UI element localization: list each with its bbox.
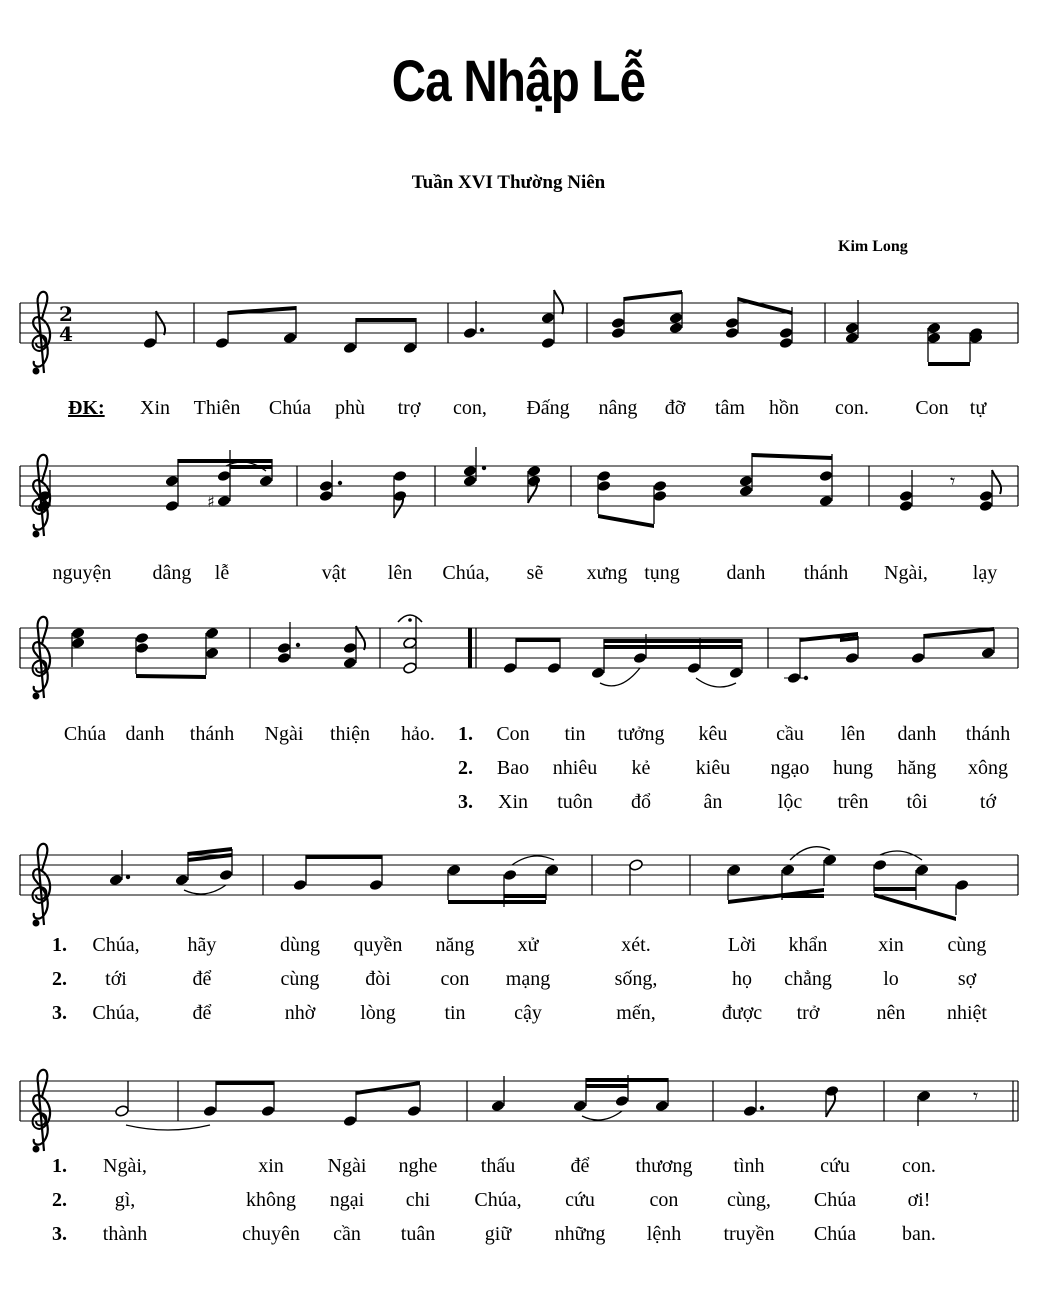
lyric-word: quyền — [353, 934, 403, 956]
lyric-word: danh — [897, 723, 937, 745]
note-head — [205, 647, 220, 660]
lyric-word: Ngài — [327, 1155, 367, 1177]
lyric-word: Chúa — [268, 397, 312, 419]
sharp-icon: ♯ — [207, 492, 215, 511]
lyric-word: truyền — [723, 1223, 775, 1245]
lyric-word: xông — [968, 757, 1008, 779]
lyric-word: tuôn — [557, 791, 593, 813]
lyric-word: Bao — [496, 757, 530, 779]
note-head — [491, 1100, 506, 1113]
lyric-word: ơi! — [907, 1189, 931, 1211]
note-head — [573, 1100, 588, 1113]
note-head — [403, 342, 418, 355]
lyric-word: cùng — [280, 968, 320, 990]
lyric-word: cùng — [947, 934, 987, 956]
slur — [512, 856, 554, 865]
lyric-word: xưng — [586, 562, 628, 584]
slur — [184, 885, 226, 894]
note-head — [899, 490, 914, 503]
note-head — [781, 864, 796, 877]
note-head — [343, 1115, 358, 1128]
slur — [790, 847, 830, 860]
lyric-word: mến, — [616, 1002, 656, 1024]
lyric-word: trên — [837, 791, 869, 813]
composer-name: Kim Long — [838, 238, 908, 255]
note-head — [819, 495, 834, 508]
lyric-word: Ngài, — [103, 1155, 147, 1177]
augmentation-dot — [126, 875, 130, 879]
time-signature-bottom: 4 — [59, 322, 73, 346]
note-head — [217, 495, 232, 508]
note-head — [407, 1105, 422, 1118]
lyric-word: chuyên — [242, 1223, 300, 1245]
note-head — [597, 480, 612, 493]
note-head — [447, 864, 462, 877]
note-beam — [752, 453, 832, 460]
lyric-word: con, — [453, 397, 487, 419]
note-head — [911, 652, 926, 665]
verse-number: 3. — [52, 1223, 67, 1245]
lyric-word: tin — [564, 723, 586, 745]
lyric-word: lo — [883, 968, 899, 990]
note-head — [259, 475, 274, 488]
verse-number: 1. — [458, 723, 473, 745]
note-head — [669, 322, 684, 335]
lyric-word: gì, — [114, 1189, 136, 1211]
lyric-word: dùng — [280, 934, 320, 956]
verse-number: 2. — [52, 1189, 67, 1211]
lyric-word: Con — [496, 723, 530, 745]
lyric-word: con. — [835, 397, 869, 419]
note-head — [779, 327, 794, 340]
lyric-word: danh — [125, 723, 165, 745]
lyric-word: kêu — [698, 723, 728, 745]
lyric-word: không — [246, 1189, 296, 1211]
lyric-word: Chúa — [63, 723, 107, 745]
note-head — [293, 879, 308, 892]
lyric-word: mạng — [505, 968, 551, 990]
lyric-word: tưởng — [617, 723, 665, 745]
note-head — [653, 480, 668, 493]
note-head — [319, 490, 334, 503]
note-head — [615, 1095, 630, 1108]
lyric-word: Chúa, — [92, 1002, 140, 1024]
verse-number: 2. — [52, 968, 67, 990]
note-head — [633, 652, 648, 665]
note-head — [915, 864, 930, 877]
lyric-word: vật — [321, 562, 347, 584]
note-head — [205, 627, 220, 640]
note-beam — [356, 318, 416, 322]
note-head — [687, 662, 702, 675]
note-beam — [924, 627, 994, 638]
note-head — [463, 327, 478, 340]
note-head — [545, 864, 560, 877]
lyric-word: cứu — [565, 1189, 595, 1211]
note-head — [917, 1090, 932, 1103]
note-head — [503, 662, 518, 675]
lyric-word: nâng — [598, 397, 638, 419]
lyric-word: nghe — [398, 1155, 438, 1177]
lyric-word: cùng, — [727, 1189, 771, 1211]
note-head — [819, 470, 834, 483]
lyric-word: hãy — [187, 934, 217, 956]
note-head — [725, 327, 740, 340]
note-head — [463, 475, 478, 488]
note-head — [165, 475, 180, 488]
note-head — [979, 500, 994, 513]
augmentation-dot — [804, 676, 808, 680]
note-beam — [178, 459, 272, 463]
lyric-word: tụng — [644, 562, 680, 584]
lyric-word: chẳng — [784, 968, 832, 990]
lyric-word: thấu — [480, 1155, 516, 1177]
note-beam — [136, 674, 206, 679]
note-head — [873, 859, 888, 872]
note-head — [845, 322, 860, 335]
augmentation-dot — [760, 1106, 764, 1110]
note-head — [655, 1100, 670, 1113]
lyric-word: dâng — [152, 562, 192, 584]
note-head — [165, 500, 180, 513]
lyric-word: Chúa, — [474, 1189, 522, 1211]
note-head — [981, 647, 996, 660]
note-beam — [586, 1078, 668, 1082]
note-head — [283, 332, 298, 345]
note-flag — [992, 470, 1001, 494]
lyric-word: thánh — [965, 723, 1011, 745]
note-head — [527, 465, 542, 478]
lyric-word: đòi — [365, 968, 391, 990]
note-beam — [504, 894, 546, 898]
note-head — [403, 662, 418, 675]
note-head — [541, 337, 556, 350]
lyric-word: xin — [258, 1155, 284, 1177]
eighth-rest-icon: 𝄾 — [973, 1084, 979, 1108]
lyric-word: để — [570, 1155, 590, 1177]
lyric-word: khẩn — [788, 934, 828, 956]
song-subtitle: Tuần XVI Thường Niên — [411, 172, 606, 193]
note-flag — [554, 290, 563, 314]
note-head — [219, 869, 234, 882]
note-head — [899, 500, 914, 513]
note-head — [261, 1105, 276, 1118]
note-head — [403, 637, 418, 650]
augmentation-dot — [338, 481, 342, 485]
note-head — [725, 317, 740, 330]
lyric-word: Chúa, — [442, 562, 490, 584]
lyric-word: tuân — [400, 1223, 436, 1245]
lyric-word: sống, — [614, 968, 658, 990]
fermata-dot — [408, 618, 412, 622]
augmentation-dot — [482, 466, 486, 470]
note-head — [979, 490, 994, 503]
lyric-word: thương — [635, 1155, 693, 1177]
lyric-word: hăng — [897, 757, 937, 779]
slur — [696, 678, 736, 687]
note-head — [503, 869, 518, 882]
augmentation-dot — [480, 328, 484, 332]
note-beam — [586, 1084, 628, 1088]
note-head — [115, 1105, 130, 1118]
lyric-word: lòng — [360, 1002, 396, 1024]
note-beam — [230, 465, 272, 469]
lyric-word: nguyện — [52, 562, 112, 584]
note-beam — [782, 894, 824, 898]
note-head — [217, 470, 232, 483]
lyric-word: hung — [833, 757, 873, 779]
note-head — [547, 662, 562, 675]
note-head — [319, 480, 334, 493]
lyric-word: trợ — [397, 397, 421, 419]
lyric-word: thành — [102, 1223, 148, 1245]
lyric-word: con. — [902, 1155, 936, 1177]
lyric-word: để — [192, 968, 212, 990]
lyric-word: tới — [105, 968, 127, 990]
note-head — [629, 859, 644, 872]
note-head — [743, 1105, 758, 1118]
lyric-word: hồn — [769, 397, 799, 419]
lyric-word: sẽ — [526, 562, 544, 584]
note-beam — [874, 887, 916, 891]
lyric-word: thánh — [803, 562, 849, 584]
verse-number: 1. — [52, 934, 67, 956]
note-head — [203, 1105, 218, 1118]
lyric-word: Chúa — [813, 1189, 857, 1211]
lyric-word: nhờ — [284, 1002, 316, 1024]
note-head — [927, 322, 942, 335]
note-head — [845, 332, 860, 345]
note-head — [215, 337, 230, 350]
note-head — [591, 667, 606, 680]
note-beam — [356, 1081, 420, 1095]
note-head — [739, 485, 754, 498]
note-head — [277, 642, 292, 655]
note-head — [845, 652, 860, 665]
lyric-word: lệnh — [646, 1223, 682, 1245]
note-head — [669, 312, 684, 325]
note-head — [779, 337, 794, 350]
lyric-word: nhiêu — [552, 757, 598, 779]
note-head — [71, 637, 86, 650]
note-head — [927, 332, 942, 345]
lyric-word: kiêu — [695, 757, 731, 779]
lyric-word: giữ — [484, 1223, 512, 1245]
note-head — [343, 342, 358, 355]
verse-number: 3. — [52, 1002, 67, 1024]
note-beam — [874, 893, 956, 921]
note-beam — [604, 639, 742, 643]
time-signature-top: 2 — [59, 302, 73, 326]
lyric-word: được — [721, 1002, 763, 1024]
refrain-label: ĐK: — [68, 397, 105, 419]
lyric-word: lên — [387, 562, 413, 584]
lyric-word: Lời — [727, 934, 757, 956]
note-beam — [604, 645, 742, 649]
lyric-word: tôi — [906, 791, 928, 813]
note-head — [143, 337, 158, 350]
lyric-word: phù — [335, 397, 365, 419]
lyric-word: tình — [733, 1155, 765, 1177]
lyric-word: Ngài, — [884, 562, 928, 584]
lyric-word: ban. — [902, 1223, 936, 1245]
lyric-word: thánh — [189, 723, 235, 745]
lyric-word: con — [649, 1189, 679, 1211]
note-head — [739, 475, 754, 488]
lyric-word: Thiên — [193, 397, 241, 419]
note-beam — [928, 362, 970, 366]
note-head — [277, 652, 292, 665]
lyric-word: lên — [840, 723, 866, 745]
lyric-word: tớ — [979, 791, 997, 813]
lyric-word: cậy — [514, 1002, 542, 1024]
lyric-word: thiện — [330, 723, 370, 745]
note-beam — [624, 290, 682, 301]
note-head — [653, 490, 668, 503]
note-head — [175, 874, 190, 887]
lyric-word: cứu — [820, 1155, 850, 1177]
note-beam — [598, 514, 654, 528]
lyric-word: nên — [876, 1002, 906, 1024]
song-title: Ca Nhập Lễ — [391, 49, 646, 114]
lyric-word: tin — [444, 1002, 466, 1024]
lyric-word: con — [440, 968, 470, 990]
verse-number: 1. — [52, 1155, 67, 1177]
note-beam — [738, 297, 792, 315]
note-head — [135, 632, 150, 645]
lyric-word: tự — [969, 397, 987, 419]
note-head — [393, 470, 408, 483]
note-head — [135, 642, 150, 655]
lyric-word: danh — [726, 562, 766, 584]
lyric-word: xử — [517, 934, 539, 956]
lyric-word: cần — [333, 1223, 361, 1245]
note-beam — [228, 306, 296, 315]
lyric-word: Con — [915, 397, 949, 419]
verse-number: 3. — [458, 791, 473, 813]
note-head — [343, 657, 358, 670]
lyric-word: sợ — [957, 968, 977, 990]
lyric-word: những — [554, 1223, 606, 1245]
note-head — [71, 627, 86, 640]
lyric-word: trở — [796, 1002, 820, 1024]
lyric-word: cầu — [776, 723, 804, 745]
lyric-word: tâm — [715, 397, 745, 419]
lyric-word: Xin — [140, 397, 170, 419]
note-beam — [216, 1081, 274, 1085]
lyric-word: để — [192, 1002, 212, 1024]
lyric-word: ân — [703, 791, 723, 813]
lyric-word: họ — [732, 968, 752, 990]
note-head — [729, 667, 744, 680]
lyric-word: ngại — [329, 1189, 365, 1211]
note-flag — [826, 1093, 835, 1117]
note-head — [825, 1085, 840, 1098]
lyric-word: đỡ — [664, 397, 686, 419]
note-beam — [306, 855, 382, 859]
lyric-word: Chúa — [813, 1223, 857, 1245]
note-head — [541, 312, 556, 325]
lyric-word: hảo. — [401, 723, 435, 745]
note-head — [343, 642, 358, 655]
lyric-word: nhiệt — [947, 1002, 987, 1024]
lyric-word: Chúa, — [92, 934, 140, 956]
note-head — [611, 317, 626, 330]
lyric-word: năng — [435, 934, 475, 956]
lyric-word: Xin — [498, 791, 528, 813]
note-head — [727, 864, 742, 877]
note-head — [393, 490, 408, 503]
lyric-word: lộc — [777, 791, 803, 813]
slur — [582, 1111, 622, 1120]
note-head — [369, 879, 384, 892]
note-head — [611, 327, 626, 340]
eighth-rest-icon: 𝄾 — [950, 469, 956, 493]
lyric-word: lễ — [214, 562, 230, 584]
lyric-word: xin — [878, 934, 904, 956]
lyric-word: ngạo — [770, 757, 810, 779]
slur — [600, 668, 640, 686]
lyric-word: Đấng — [526, 397, 570, 419]
lyric-word: chi — [405, 1189, 431, 1211]
lyric-word: xét. — [621, 934, 651, 956]
lyric-word: Ngài — [264, 723, 304, 745]
lyric-word: đổ — [631, 791, 651, 813]
note-beam — [448, 900, 546, 904]
note-head — [955, 879, 970, 892]
verse-number: 2. — [458, 757, 473, 779]
note-head — [463, 465, 478, 478]
note-head — [109, 874, 124, 887]
lyric-word: kẻ — [631, 757, 651, 779]
lyric-word: lạy — [972, 562, 998, 584]
note-head — [823, 854, 838, 867]
note-beam — [516, 638, 560, 642]
note-head — [597, 470, 612, 483]
augmentation-dot — [296, 643, 300, 647]
slur — [126, 1125, 210, 1130]
note-head — [527, 475, 542, 488]
